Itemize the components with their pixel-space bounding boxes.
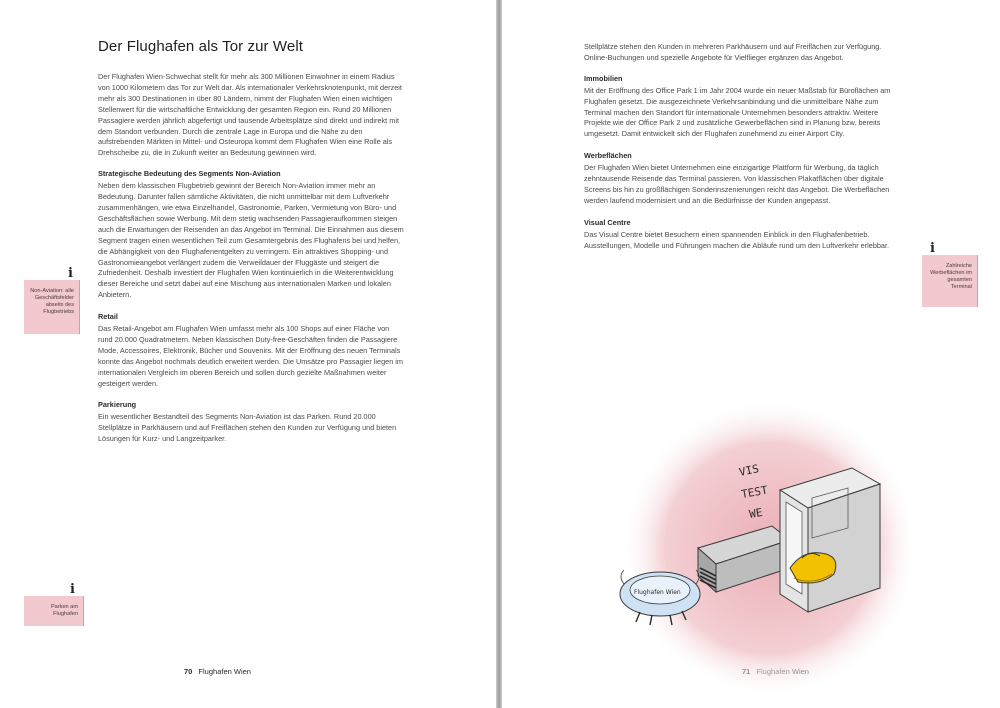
section-text: Ein wesentlicher Bestandteil des Segments Non-Aviation ist das Parken. Rund 20.000 Stellplätze in Parkhäusern und auf Freiflächen stehen den Kunden zur Verfügung und bieten Lösungen für Kurz- und Langzeitparker. xyxy=(98,412,397,444)
sign-line-2: TEST xyxy=(740,483,769,501)
section-text: Der Flughafen Wien bietet Unternehmen eine einzigartige Plattform für Werbung, da täglich zehntausende Reisende das Terminal passieren. Von klassischen Plakatflächen über digitale Screens bis hin zu großflächigen Sonderinszenierungen reicht das Angebot. Die Werbeflächen werden laufend modernisiert und an die Bedürfnisse der Kunden angepasst. xyxy=(584,163,890,205)
sign-line-1: VIS xyxy=(737,462,761,479)
margin-note-text: Parken am Flughafen xyxy=(50,604,78,617)
info-icon: i xyxy=(70,582,75,597)
section-heading: Strategische Bedeutung des Segments Non-Aviation xyxy=(98,169,281,179)
margin-note-text: Zahlreiche Werbeflächen im gesamten Terminal xyxy=(930,263,972,290)
section-heading: Werbeflächen xyxy=(584,151,632,161)
info-icon: i xyxy=(68,266,73,281)
section-text: Das Retail-Angebot am Flughafen Wien umfasst mehr als 100 Shops auf einer Fläche von rund 20.000 Quadratmetern. Neben klassischen Duty-free-Geschäften finden die Passagiere Mode, Accessoires, Elektronik, Bücher und Souvenirs. Mit der Eröffnung des neuen Terminals konnte das Angebot nochmals deutlich erweitert werden. Die Umsätze pro Passagier liegen im internationalen Vergleich im oberen Bereich und sollen durch gezielte Maßnahmen weiter gesteigert werden. xyxy=(98,324,404,388)
page-number-value: 70 xyxy=(184,667,193,676)
margin-note-text: Non-Aviation: alle Geschäftsfelder abseits des Flugbetriebs xyxy=(30,288,74,315)
section-non-aviation xyxy=(98,169,404,301)
section-visual-centre xyxy=(584,218,900,252)
page-number xyxy=(184,667,251,676)
left-column xyxy=(98,72,404,456)
sign-line-3: WE xyxy=(748,505,764,521)
intro-paragraph: Der Flughafen Wien-Schwechat stellt für mehr als 300 Millionen Einwohner in einem Radius von 1000 Kilometern das Tor zur Welt dar. Als internationaler Verkehrsknotenpunkt, mit derzeit mehr als 300 Destinationen in über 80 Ländern, nimmt der Flughafen Wien einen wichtigen Stellenwert für die wirtschaftliche Entwicklung der gesamten Region ein. Rund 20 Millionen Passagiere werden jährlich abgefertigt und tausende Arbeitsplätze sind direkt und indirekt mit dem Standort verbunden. Durch die zentrale Lage in Europa und die Nähe zu den aufstrebenden Märkten in Mittel- und Osteuropa kommt dem Flughafen Wien eine Rolle als Drehscheibe zu, die in Zukunft weiter an Bedeutung gewinnen wird. xyxy=(98,72,402,158)
section-text: Neben dem klassischen Flugbetrieb gewinnt der Bereich Non-Aviation immer mehr an Bedeutung. Darunter fallen sämtliche Aktivitäten, die nicht unmittelbar mit dem Luftverkehr zusammenhängen, wie etwa Einzelhandel, Gastronomie, Parken, Vermietung von Büro- und Geschäftsflächen sowie Werbung. Mit dem stetig wachsenden Passagieraufkommen steigen auch die Erwartungen der Reisenden an das Angebot im Terminal. Die Einnahmen aus diesem Segment tragen einen wesentlichen Teil zum Gesamtergebnis des Flughafens bei und helfen, die Abhängigkeit von den Flughafenentgelten zu verringern. Ein attraktives Shopping- und Gastronomieangebot verlängert zudem die Verweildauer der Fluggäste und steigert die Zufriedenheit. Deshalb investiert der Flughafen Wien kontinuierlich in die Weiterentwicklung dieser Bereiche und setzt dabei auf eine Mischung aus internationalen Marken und lokalen Anbietern. xyxy=(98,181,404,300)
margin-note xyxy=(24,266,80,334)
margin-note xyxy=(922,241,978,307)
section-text: Mit der Eröffnung des Office Park 1 im Jahr 2004 wurde ein neuer Maßstab für Büroflächen am Flughafen gesetzt. Die ausgezeichnete Verkehrsanbindung und die unmittelbare Nähe zum Terminal machen den Standort für internationale Unternehmen besonders attraktiv. Weitere Projekte wie der Office Park 2 und zusätzliche Gewerbeflächen sind in Planung bzw. bereits umgesetzt. Damit entwickelt sich der Flughafen zunehmend zu einer Airport City. xyxy=(584,85,891,139)
security-scanner-illustration xyxy=(590,398,910,708)
section-text: Das Visual Centre bietet Besuchern einen spannenden Einblick in den Flughafenbetrieb. Ausstellungen, Modelle und Führungen machen die Abläufe rund um den Luftverkehr erlebbar. xyxy=(584,229,890,250)
info-icon: i xyxy=(930,241,935,256)
left-page xyxy=(0,0,496,708)
right-column xyxy=(584,42,900,263)
gadget-label: Flughafen Wien xyxy=(634,589,681,596)
intro-paragraph: Stellplätze stehen den Kunden in mehreren Parkhäusern und auf Freiflächen zur Verfügung. Online-Buchungen und spezielle Angebote für Vielflieger ergänzen das Angebot. xyxy=(584,42,882,62)
section-heading: Visual Centre xyxy=(584,217,631,227)
x-ray-machine xyxy=(780,468,880,612)
section-real-estate xyxy=(584,74,900,140)
margin-note xyxy=(24,582,84,626)
page-number-label: Flughafen Wien xyxy=(198,667,251,676)
section-advertising xyxy=(584,151,900,207)
section-parking xyxy=(98,400,404,445)
page-title: Der Flughafen als Tor zur Welt xyxy=(98,38,304,55)
section-retail xyxy=(98,312,404,389)
section-heading: Retail xyxy=(98,312,118,322)
section-heading: Immobilien xyxy=(584,73,623,83)
section-heading: Parkierung xyxy=(98,400,137,410)
